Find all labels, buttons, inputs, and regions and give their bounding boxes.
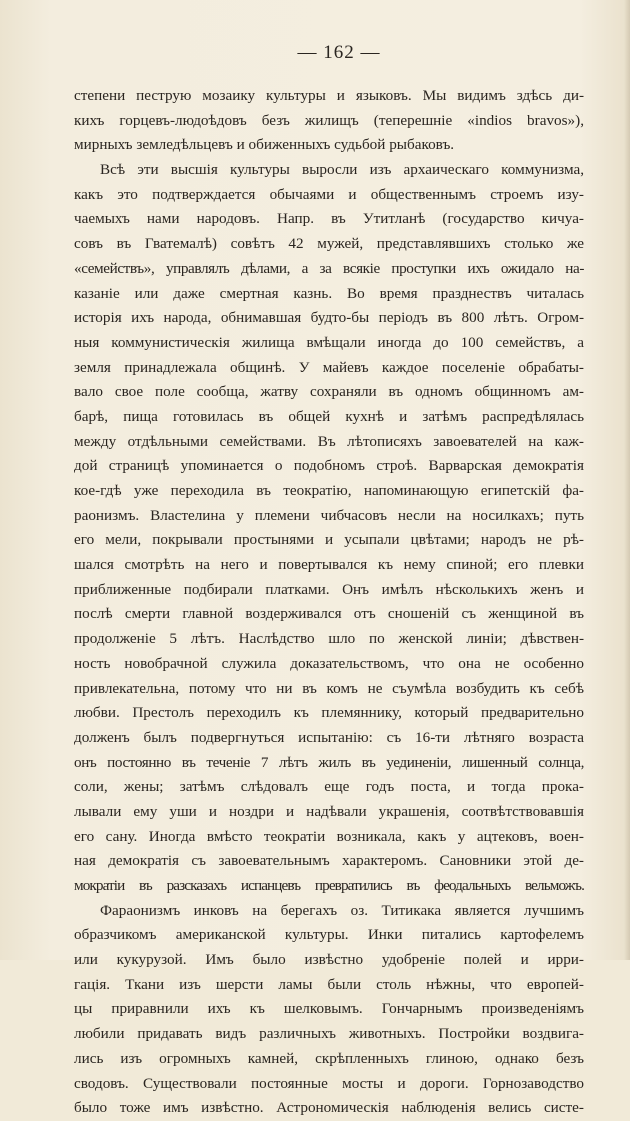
text-line: ность новобрачной служила доказательствомъ, что она не особенно — [74, 654, 584, 672]
text-line: онъ постоянно въ теченіе 7 лѣтъ жилъ въ уединеніи, лишенный солнца, — [74, 753, 584, 771]
text-line: соли, жены; затѣмъ слѣдовалъ еще годъ поста, и тогда прока- — [74, 778, 584, 796]
text-line: совъ въ Гватемалѣ) совѣтъ 42 мужей, представлявшихъ столько же — [74, 235, 584, 253]
text-line: сводовъ. Существовали постоянные мосты и дороги. Горнозаводство — [74, 1074, 584, 1092]
body-text — [74, 84, 584, 1121]
text-line: мирныхъ земледѣльцевъ и обиженныхъ судьбой рыбаковъ. — [74, 136, 455, 154]
text-line: кихъ горцевъ-людоѣдовъ безъ жилищъ (теперешніе «indios bravos»), — [74, 111, 584, 129]
text-line: привлекательна, потому что ни въ комъ не съумѣла возбудить къ себѣ — [74, 679, 584, 697]
text-line: лись изъ огромныхъ камней, скрѣпленныхъ глиною, однако безъ — [74, 1049, 584, 1067]
text-line: мократіи въ разсказахъ испанцевъ превратились въ феодальныхъ вельможъ. — [74, 877, 584, 894]
text-line: его сану. Иногда вмѣсто теократіи возникала, какъ у ацтековъ, воен- — [74, 827, 584, 845]
text-line: любви. Престолъ переходилъ къ племяннику, который предварительно — [74, 704, 584, 722]
text-line: «семействъ», управлялъ дѣлами, а за всякіе проступки ихъ ожидало на- — [74, 259, 584, 277]
text-line: долженъ былъ подвергнуться испытанію: съ 16-ти лѣтняго возраста — [74, 728, 584, 746]
text-line: лывали ему уши и ноздри и надѣвали украшенія, соотвѣтствовавшія — [74, 802, 584, 820]
text-line: Всѣ эти высшія культуры выросли изъ архаическаго коммунизма, — [100, 161, 584, 179]
text-line: цы приравнили ихъ къ шелковымъ. Гончарнымъ произведеніямъ — [74, 1000, 584, 1018]
text-line: приближенные подбирали платками. Онъ имѣлъ нѣсколькихъ женъ и — [74, 580, 584, 598]
text-line: его мели, покрывали простынями и усыпали цвѣтами; народъ не рѣ- — [74, 531, 584, 549]
text-line: ная демократія съ завоевательнымъ характеромъ. Сановники этой де- — [74, 852, 584, 870]
text-line: Фараонизмъ инковъ на берегахъ оз. Титикака является лучшимъ — [100, 901, 584, 919]
text-line: земля принадлежала общинѣ. У майевъ каждое поселеніе обрабаты- — [74, 358, 584, 376]
text-line: какъ это подтверждается обычаями и общественнымъ строемъ изу- — [74, 185, 584, 203]
text-line: или кукурузой. Имъ было извѣстно удобреніе полей и ирри- — [74, 951, 584, 969]
text-line: кое-гдѣ уже переходила въ теократію, напоминающую египетскій фа- — [74, 482, 584, 499]
text-line: степени пеструю мозаику культуры и языковъ. Мы видимъ здѣсь ди- — [74, 87, 584, 104]
text-line: между отдѣльными семействами. Въ лѣтописяхъ завоевателей на каж- — [74, 432, 584, 450]
text-line: гація. Ткани изъ шерсти ламы были столь нѣжны, что европей- — [74, 975, 584, 993]
text-line: вало свое поле сообща, жатву сохраняли въ одномъ общинномъ ам- — [74, 383, 584, 401]
text-line: ныя коммунистическія жилища вмѣщали иногда до 100 семействъ, а — [74, 333, 584, 351]
text-line: барѣ, пища готовилась въ общей кухнѣ и затѣмъ распредѣлялась — [74, 407, 584, 425]
text-line: чаемыхъ нами народовъ. Напр. въ Утитланѣ (государство кичуа- — [74, 210, 584, 228]
text-line: шался смотрѣть на него и повертывался къ нему спиной; его плевки — [74, 556, 584, 574]
text-line: образчикомъ американской культуры. Инки питались картофелемъ — [74, 926, 584, 944]
text-line: продолженіе 5 лѣтъ. Наслѣдство шло по женской линіи; дѣвствен- — [74, 630, 584, 648]
text-line: послѣ смерти главной воздерживался отъ сношеній съ женщиной въ — [74, 605, 584, 623]
text-line: любили придавать видъ различныхъ животныхъ. Постройки воздвига- — [74, 1025, 584, 1043]
text-line: исторія ихъ народа, обнимавшая будто-бы періодъ въ 800 лѣтъ. Огром- — [74, 309, 584, 327]
text-line: дой страницѣ упоминается о подобномъ строѣ. Варварская демократія — [74, 457, 584, 475]
text-line: казаніе или даже смертная казнь. Во время празднествъ читалась — [74, 284, 584, 302]
page-number: — 162 — — [297, 42, 381, 63]
page-edge-shadow — [624, 0, 630, 960]
text-line: было тоже имъ извѣстно. Астрономическія наблюденія велись систе- — [74, 1099, 584, 1117]
text-line: раонизмъ. Властелина у племени чибчасовъ несли на носилкахъ; путь — [74, 506, 584, 524]
